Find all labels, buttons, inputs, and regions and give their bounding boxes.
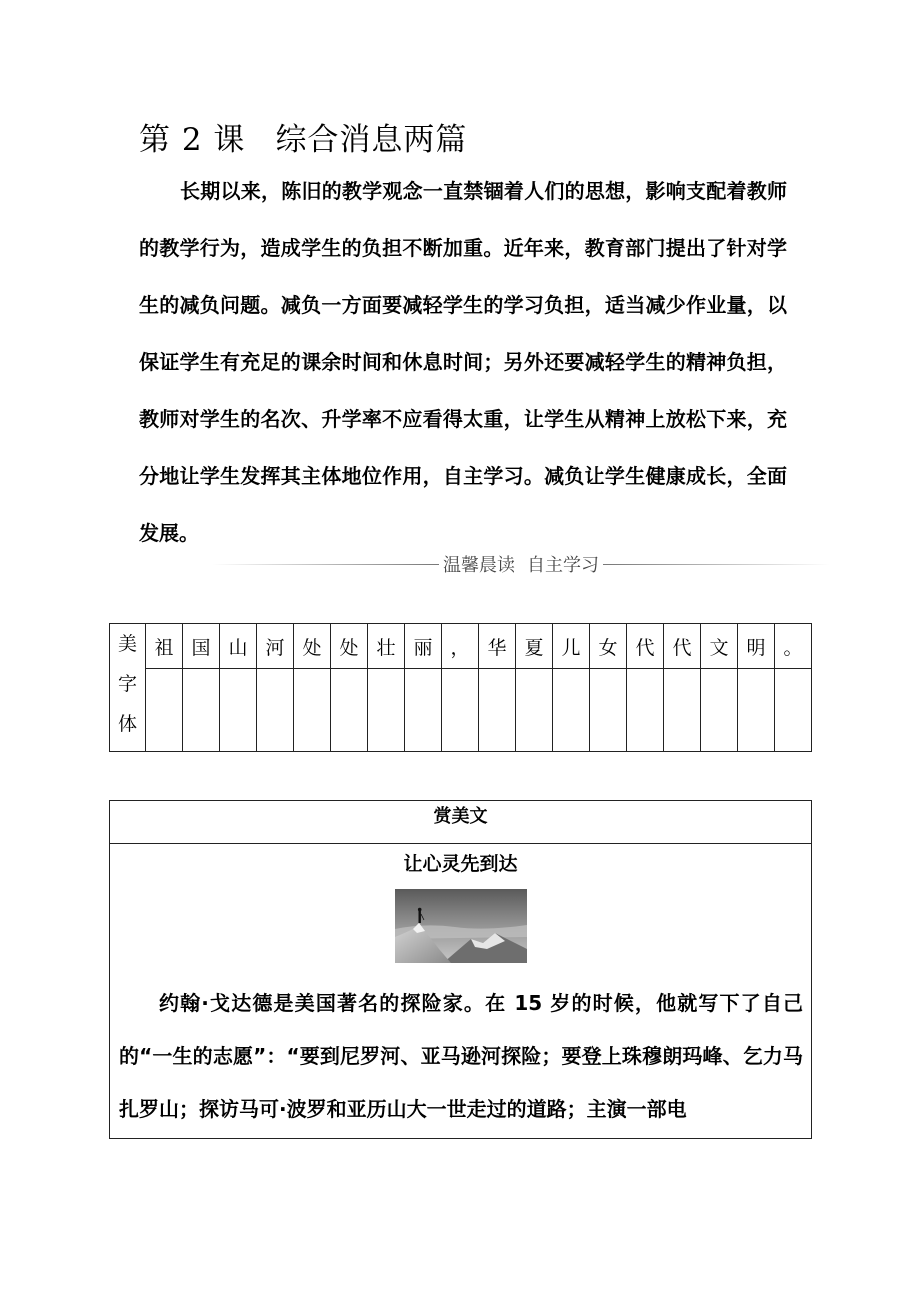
mountain-climber-photo (395, 889, 527, 963)
model-character: 山 (220, 624, 257, 669)
model-character: 华 (479, 624, 516, 669)
practice-cell (442, 669, 479, 752)
divider-label (439, 551, 603, 577)
model-character: 壮 (368, 624, 405, 669)
lesson-name: 综合消息两篇 (275, 122, 468, 158)
practice-cell (183, 669, 220, 752)
model-character: 丽 (405, 624, 442, 669)
practice-cell (590, 669, 627, 752)
practice-cell (368, 669, 405, 752)
practice-row (110, 669, 812, 752)
divider-line-right (603, 564, 830, 565)
lesson-number: 第 2 课 (139, 122, 246, 158)
intro-paragraph: 长期以来，陈旧的教学观念一直禁锢着人们的思想，影响支配着教师的教学行为，造成学生的负担不断加重。近年来，教育部门提出了针对学生的减负问题。减负一方面要减轻学生的学习负担，适当减少作业量，以保证学生有充足的课余时间和休息时间；另外还要减轻学生的精神负担，教师对学生的名次、升学率不应看得太重，让学生从精神上放松下来，充分地让学生发挥其主体地位作用，自主学习。减负让学生健康成长，全面发展。 (139, 179, 787, 545)
model-character: 祖 (146, 624, 183, 669)
divider-line-left (212, 564, 439, 565)
practice-cell (701, 669, 738, 752)
model-character: 代 (627, 624, 664, 669)
practice-cell (516, 669, 553, 752)
practice-cell (738, 669, 775, 752)
reading-box (109, 800, 812, 1139)
practice-cell (257, 669, 294, 752)
reading-header: 赏美文 (110, 801, 811, 844)
reading-title: 让心灵先到达 (403, 853, 518, 875)
model-character: 女 (590, 624, 627, 669)
model-character: 代 (664, 624, 701, 669)
model-character: 河 (257, 624, 294, 669)
practice-cell (479, 669, 516, 752)
section-divider (212, 551, 830, 577)
practice-cell (294, 669, 331, 752)
divider-label-left: 温馨晨读 (443, 555, 515, 576)
lesson-title (139, 114, 467, 159)
model-character: 。 (775, 624, 812, 669)
grid-label-char: 体 (117, 713, 137, 735)
practice-cell (627, 669, 664, 752)
grid-label-char: 美 (117, 633, 137, 655)
model-character: 文 (701, 624, 738, 669)
practice-cell (146, 669, 183, 752)
calligraphy-practice-grid (109, 623, 812, 752)
practice-cell (775, 669, 812, 752)
model-character: 明 (738, 624, 775, 669)
grid-label-cell (110, 624, 146, 752)
model-character: ， (442, 624, 479, 669)
practice-cell (664, 669, 701, 752)
divider-label-right: 自主学习 (527, 555, 599, 576)
practice-cell (331, 669, 368, 752)
practice-cell (405, 669, 442, 752)
practice-cell (220, 669, 257, 752)
character-row (110, 624, 812, 669)
model-character: 国 (183, 624, 220, 669)
grid-label-char: 字 (117, 673, 137, 695)
reading-paragraph: 约翰·戈达德是美国著名的探险家。在 15 岁的时候，他就写下了自己的“一生的志愿”：“要到尼罗河、亚马逊河探险；要登上珠穆朗玛峰、乞力马扎罗山；探访马可·波罗和亚历山大一世走过的道路；主演一部电 (119, 991, 803, 1121)
practice-cell (553, 669, 590, 752)
model-character: 儿 (553, 624, 590, 669)
model-character: 处 (294, 624, 331, 669)
model-character: 夏 (516, 624, 553, 669)
model-character: 处 (331, 624, 368, 669)
